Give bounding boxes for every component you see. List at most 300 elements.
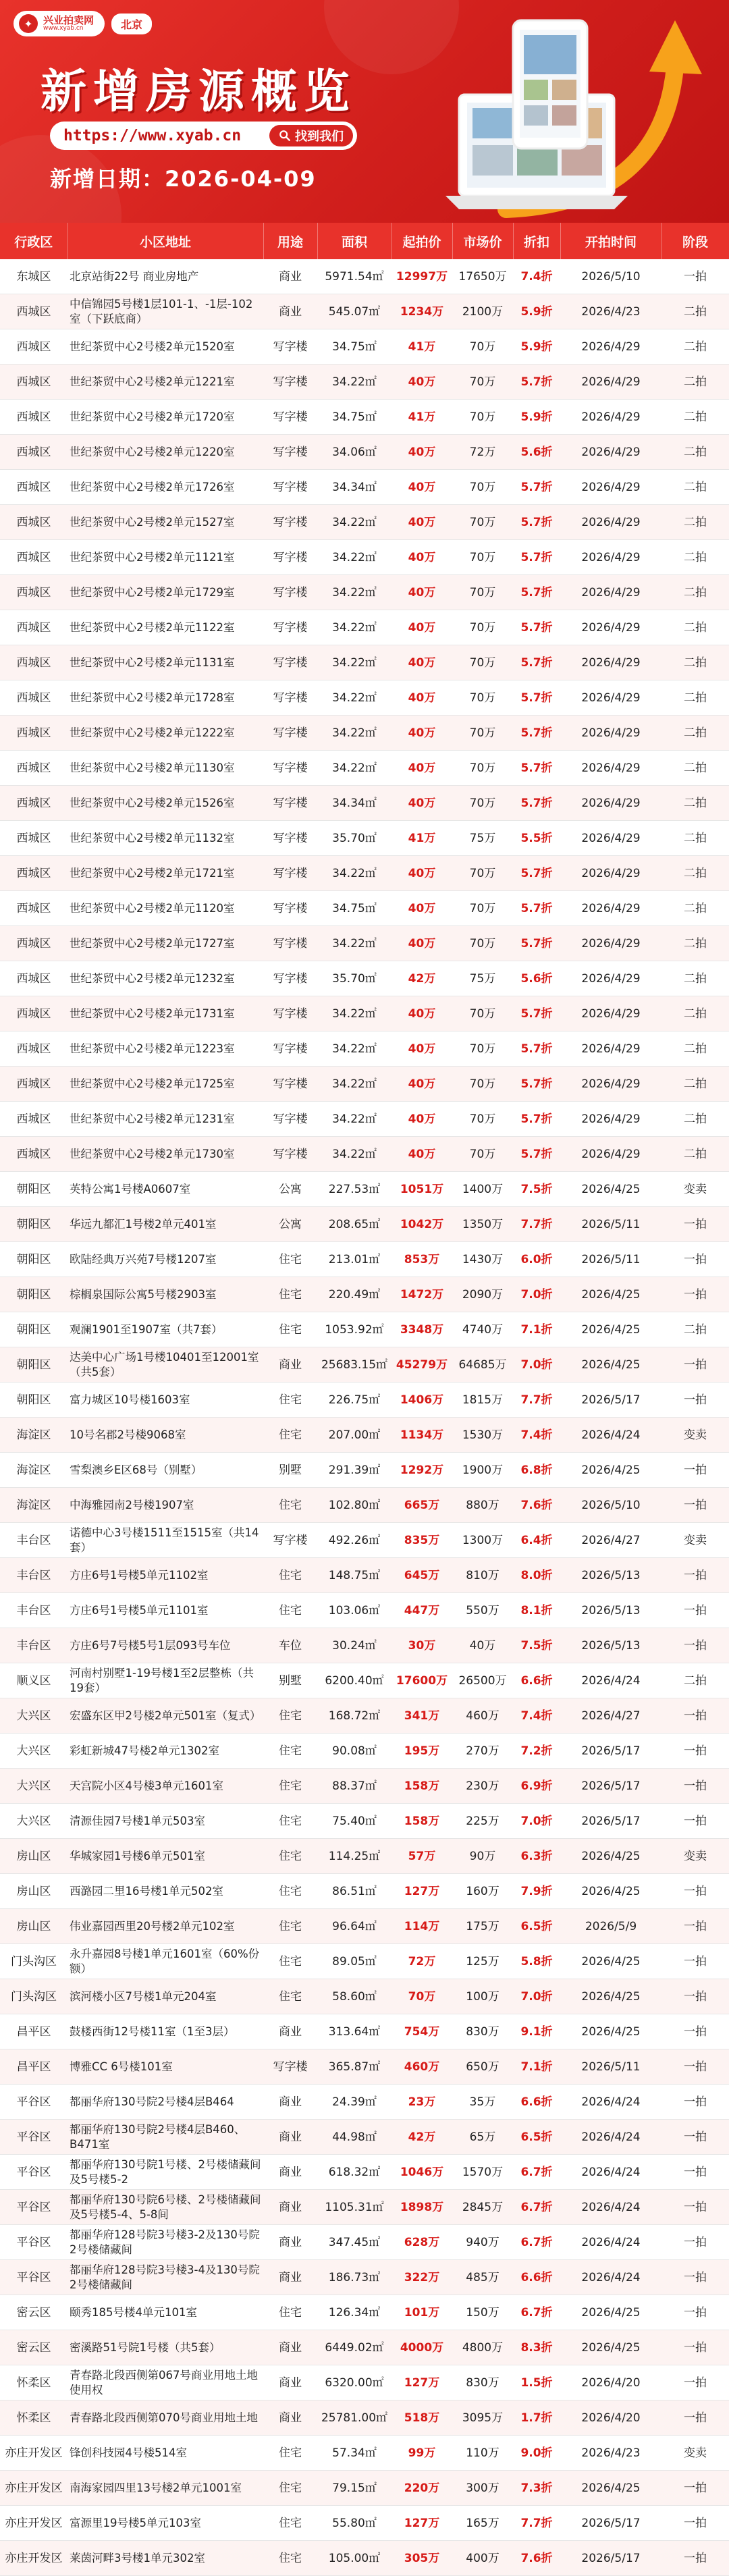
cell-auction-date: 2026/4/29: [560, 1137, 662, 1172]
cell-start-price: 72万: [392, 1944, 452, 1979]
cell-address: 密溪路51号院1号楼（共5套）: [68, 2330, 263, 2365]
cell-market-price: 1300万: [452, 1523, 513, 1558]
table-row[interactable]: [0, 1909, 729, 1944]
cell-area: 34.22㎡: [317, 575, 392, 610]
cell-area: 34.22㎡: [317, 540, 392, 575]
cell-usage: 写字楼: [263, 1067, 317, 1102]
cell-usage: 写字楼: [263, 1031, 317, 1067]
cell-address: 世纪茶贸中心2号楼2单元1221室: [68, 365, 263, 400]
cell-area: 34.22㎡: [317, 1067, 392, 1102]
cell-start-price: 23万: [392, 2085, 452, 2120]
cell-start-price: 447万: [392, 1593, 452, 1628]
cell-address: 清源佳园7号楼1单元503室: [68, 1804, 263, 1839]
cell-market-price: 35万: [452, 2085, 513, 2120]
cell-auction-date: 2026/4/25: [560, 2295, 662, 2330]
cell-market-price: 75万: [452, 961, 513, 996]
cell-usage: 住宅: [263, 1488, 317, 1523]
cell-discount: 6.6折: [513, 2260, 560, 2295]
cell-start-price: 40万: [392, 716, 452, 751]
cell-address: 世纪茶贸中心2号楼2单元1122室: [68, 610, 263, 645]
table-row[interactable]: [0, 856, 729, 891]
cell-district: 西城区: [0, 645, 68, 680]
cell-start-price: 1046万: [392, 2155, 452, 2190]
cell-area: 34.22㎡: [317, 926, 392, 961]
table-row[interactable]: [0, 1488, 729, 1523]
table-row[interactable]: [0, 2155, 729, 2190]
cell-auction-date: 2026/4/29: [560, 1067, 662, 1102]
cell-market-price: 70万: [452, 751, 513, 786]
cell-usage: 写字楼: [263, 680, 317, 716]
cell-address: 棕榈泉国际公寓5号楼2903室: [68, 1277, 263, 1312]
cell-start-price: 3348万: [392, 1312, 452, 1347]
cell-usage: 写字楼: [263, 716, 317, 751]
cell-stage: 一拍: [662, 2260, 729, 2295]
cell-market-price: 3095万: [452, 2400, 513, 2436]
cell-usage: 写字楼: [263, 1137, 317, 1172]
cell-address: 南海家园四里13号楼2单元1001室: [68, 2471, 263, 2506]
table-row[interactable]: [0, 1979, 729, 2014]
cell-area: 44.98㎡: [317, 2120, 392, 2155]
cell-address: 锋创科技园4号楼514室: [68, 2436, 263, 2471]
table-row[interactable]: [0, 821, 729, 856]
cell-market-price: 70万: [452, 680, 513, 716]
table-row[interactable]: [0, 1242, 729, 1277]
cell-usage: 写字楼: [263, 575, 317, 610]
cell-address: 西潞园二里16号楼1单元502室: [68, 1874, 263, 1909]
cell-area: 24.39㎡: [317, 2085, 392, 2120]
cell-area: 86.51㎡: [317, 1874, 392, 1909]
listing-illustration: [405, 7, 716, 223]
cell-auction-date: 2026/4/24: [560, 2190, 662, 2225]
column-header-stage: 阶段: [662, 223, 729, 259]
cell-address: 世纪茶贸中心2号楼2单元1731室: [68, 996, 263, 1031]
cell-district: 西城区: [0, 1102, 68, 1137]
brand-url: www.xyab.cn: [43, 25, 84, 32]
table-row[interactable]: [0, 1523, 729, 1558]
cell-stage: 一拍: [662, 1383, 729, 1418]
cell-market-price: 1400万: [452, 1172, 513, 1207]
table-row[interactable]: [0, 751, 729, 786]
cell-start-price: 1898万: [392, 2190, 452, 2225]
cell-stage: 一拍: [662, 2155, 729, 2190]
cell-auction-date: 2026/4/25: [560, 1944, 662, 1979]
table-row[interactable]: [0, 1453, 729, 1488]
cell-start-price: 40万: [392, 856, 452, 891]
cell-area: 6320.00㎡: [317, 2365, 392, 2400]
table-row[interactable]: [0, 1558, 729, 1593]
table-row[interactable]: [0, 1769, 729, 1804]
cell-discount: 5.5折: [513, 821, 560, 856]
cell-address: 北京站街22号 商业房地产: [68, 259, 263, 294]
table-row[interactable]: [0, 1839, 729, 1874]
table-row[interactable]: [0, 575, 729, 610]
cell-market-price: 485万: [452, 2260, 513, 2295]
cell-district: 西城区: [0, 365, 68, 400]
table-row[interactable]: [0, 1277, 729, 1312]
cell-auction-date: 2026/4/23: [560, 2436, 662, 2471]
cell-stage: 二拍: [662, 610, 729, 645]
table-row[interactable]: [0, 2400, 729, 2436]
table-row[interactable]: [0, 2120, 729, 2155]
cell-district: 朝阳区: [0, 1312, 68, 1347]
table-row[interactable]: [0, 259, 729, 294]
cell-start-price: 42万: [392, 2120, 452, 2155]
table-row[interactable]: [0, 2330, 729, 2365]
cell-area: 25683.15㎡: [317, 1347, 392, 1383]
cell-usage: 写字楼: [263, 540, 317, 575]
table-row[interactable]: [0, 1312, 729, 1347]
cell-address: 青春路北段西侧第067号商业用地土地使用权: [68, 2365, 263, 2400]
cell-market-price: 1570万: [452, 2155, 513, 2190]
cell-usage: 住宅: [263, 1944, 317, 1979]
cell-stage: 二拍: [662, 1312, 729, 1347]
cell-discount: 7.1折: [513, 1312, 560, 1347]
table-header-row: [0, 223, 729, 259]
cell-district: 大兴区: [0, 1804, 68, 1839]
cell-area: 34.22㎡: [317, 365, 392, 400]
cell-area: 6449.02㎡: [317, 2330, 392, 2365]
table-row[interactable]: [0, 540, 729, 575]
table-row[interactable]: [0, 2049, 729, 2085]
table-row[interactable]: [0, 1207, 729, 1242]
cell-start-price: 41万: [392, 821, 452, 856]
find-us-button[interactable]: [269, 125, 353, 146]
cell-market-price: 70万: [452, 540, 513, 575]
cell-discount: 5.7折: [513, 1137, 560, 1172]
cell-stage: 二拍: [662, 996, 729, 1031]
cell-district: 西城区: [0, 470, 68, 505]
table-row[interactable]: [0, 891, 729, 926]
cell-area: 34.22㎡: [317, 680, 392, 716]
cell-market-price: 70万: [452, 400, 513, 435]
cell-discount: 6.7折: [513, 2295, 560, 2330]
table-row[interactable]: [0, 2295, 729, 2330]
cell-district: 平谷区: [0, 2225, 68, 2260]
cell-start-price: 42万: [392, 961, 452, 996]
cell-area: 34.22㎡: [317, 610, 392, 645]
table-row[interactable]: [0, 294, 729, 329]
table-row[interactable]: [0, 926, 729, 961]
cell-stage: 二拍: [662, 716, 729, 751]
cell-district: 丰台区: [0, 1558, 68, 1593]
cell-auction-date: 2026/4/25: [560, 1347, 662, 1383]
table-row[interactable]: [0, 470, 729, 505]
cell-market-price: 70万: [452, 575, 513, 610]
table-row[interactable]: [0, 1734, 729, 1769]
cell-market-price: 70万: [452, 329, 513, 365]
cell-auction-date: 2026/5/11: [560, 1242, 662, 1277]
cell-address: 华远九都汇1号楼2单元401室: [68, 1207, 263, 1242]
cell-area: 213.01㎡: [317, 1242, 392, 1277]
cell-stage: 二拍: [662, 575, 729, 610]
table-row[interactable]: [0, 1347, 729, 1383]
cell-area: 34.22㎡: [317, 996, 392, 1031]
cell-start-price: 101万: [392, 2295, 452, 2330]
cell-usage: 商业: [263, 2225, 317, 2260]
cell-address: 世纪茶贸中心2号楼2单元1232室: [68, 961, 263, 996]
cell-auction-date: 2026/5/17: [560, 1769, 662, 1804]
cell-stage: 变卖: [662, 1418, 729, 1453]
cell-area: 114.25㎡: [317, 1839, 392, 1874]
cell-start-price: 57万: [392, 1839, 452, 1874]
cell-area: 34.22㎡: [317, 716, 392, 751]
cell-discount: 5.7折: [513, 610, 560, 645]
cell-start-price: 40万: [392, 1031, 452, 1067]
cell-stage: 一拍: [662, 1979, 729, 2014]
table-row[interactable]: [0, 1418, 729, 1453]
cell-start-price: 40万: [392, 1067, 452, 1102]
table-row[interactable]: [0, 2225, 729, 2260]
cell-usage: 住宅: [263, 1769, 317, 1804]
cell-area: 34.34㎡: [317, 786, 392, 821]
cell-address: 都丽华府130号院2号楼4层B460、B471室: [68, 2120, 263, 2155]
cell-usage: 写字楼: [263, 786, 317, 821]
cell-district: 西城区: [0, 961, 68, 996]
cell-district: 西城区: [0, 540, 68, 575]
cell-start-price: 17600万: [392, 1663, 452, 1698]
cell-address: 欧陆经典万兴苑7号楼1207室: [68, 1242, 263, 1277]
column-header-auction-date: 开拍时间: [560, 223, 662, 259]
cell-start-price: 1042万: [392, 1207, 452, 1242]
cell-district: 大兴区: [0, 1734, 68, 1769]
cell-stage: 变卖: [662, 1523, 729, 1558]
cell-district: 密云区: [0, 2295, 68, 2330]
cell-district: 大兴区: [0, 1769, 68, 1804]
cell-start-price: 30万: [392, 1628, 452, 1663]
cell-area: 186.73㎡: [317, 2260, 392, 2295]
cell-start-price: 70万: [392, 1979, 452, 2014]
table-row[interactable]: [0, 716, 729, 751]
site-url[interactable]: https://www.xyab.cn: [63, 127, 242, 144]
cell-market-price: 2100万: [452, 294, 513, 329]
cell-address: 华城家园1号楼6单元501室: [68, 1839, 263, 1874]
table-row[interactable]: [0, 1067, 729, 1102]
cell-stage: 二拍: [662, 1102, 729, 1137]
cell-area: 148.75㎡: [317, 1558, 392, 1593]
cell-district: 亦庄开发区: [0, 2436, 68, 2471]
table-row[interactable]: [0, 1383, 729, 1418]
table-row[interactable]: [0, 2365, 729, 2400]
cell-auction-date: 2026/4/25: [560, 1277, 662, 1312]
cell-address: 方庄6号1号楼5单元1102室: [68, 1558, 263, 1593]
cell-start-price: 1234万: [392, 294, 452, 329]
cell-usage: 写字楼: [263, 365, 317, 400]
cell-auction-date: 2026/4/20: [560, 2400, 662, 2436]
cell-district: 西城区: [0, 751, 68, 786]
cell-usage: 住宅: [263, 1558, 317, 1593]
cell-district: 海淀区: [0, 1453, 68, 1488]
cell-start-price: 1051万: [392, 1172, 452, 1207]
table-row[interactable]: [0, 2085, 729, 2120]
cell-market-price: 650万: [452, 2049, 513, 2085]
table-row[interactable]: [0, 1593, 729, 1628]
cell-address: 天宫院小区4号楼3单元1601室: [68, 1769, 263, 1804]
cell-usage: 商业: [263, 2085, 317, 2120]
cell-usage: 别墅: [263, 1663, 317, 1698]
cell-district: 东城区: [0, 259, 68, 294]
cell-auction-date: 2026/4/24: [560, 2085, 662, 2120]
cell-market-price: 880万: [452, 1488, 513, 1523]
cell-auction-date: 2026/4/29: [560, 751, 662, 786]
cell-usage: 公寓: [263, 1207, 317, 1242]
cell-area: 34.22㎡: [317, 1031, 392, 1067]
cell-market-price: 64685万: [452, 1347, 513, 1383]
cell-stage: 一拍: [662, 2085, 729, 2120]
cell-auction-date: 2026/4/29: [560, 505, 662, 540]
table-row[interactable]: [0, 435, 729, 470]
table-row[interactable]: [0, 2471, 729, 2506]
cell-district: 平谷区: [0, 2085, 68, 2120]
cell-usage: 住宅: [263, 1874, 317, 1909]
cell-district: 朝阳区: [0, 1347, 68, 1383]
cell-discount: 6.7折: [513, 2155, 560, 2190]
cell-auction-date: 2026/5/10: [560, 259, 662, 294]
cell-district: 海淀区: [0, 1418, 68, 1453]
cell-stage: 一拍: [662, 1558, 729, 1593]
cell-address: 富源里19号楼5单元103室: [68, 2506, 263, 2541]
table-row[interactable]: [0, 1137, 729, 1172]
cell-auction-date: 2026/4/29: [560, 435, 662, 470]
cell-discount: 7.5折: [513, 1628, 560, 1663]
table-row[interactable]: [0, 961, 729, 996]
cell-usage: 写字楼: [263, 856, 317, 891]
cell-market-price: 70万: [452, 1102, 513, 1137]
cell-market-price: 810万: [452, 1558, 513, 1593]
cell-auction-date: 2026/5/13: [560, 1628, 662, 1663]
cell-stage: 变卖: [662, 1172, 729, 1207]
cell-district: 平谷区: [0, 2190, 68, 2225]
table-row[interactable]: [0, 365, 729, 400]
cell-discount: 5.7折: [513, 645, 560, 680]
cell-area: 545.07㎡: [317, 294, 392, 329]
cell-usage: 写字楼: [263, 329, 317, 365]
cell-stage: 二拍: [662, 926, 729, 961]
cell-market-price: 70万: [452, 996, 513, 1031]
table-row[interactable]: [0, 680, 729, 716]
table-row[interactable]: [0, 2541, 729, 2576]
cell-market-price: 4800万: [452, 2330, 513, 2365]
cell-usage: 住宅: [263, 1383, 317, 1418]
cell-address: 都丽华府128号院3号楼3-4及130号院2号楼储藏间: [68, 2260, 263, 2295]
table-row[interactable]: [0, 1628, 729, 1663]
table-row[interactable]: [0, 2190, 729, 2225]
cell-market-price: 165万: [452, 2506, 513, 2541]
table-row[interactable]: [0, 329, 729, 365]
cell-market-price: 70万: [452, 891, 513, 926]
table-row[interactable]: [0, 2260, 729, 2295]
cell-stage: 变卖: [662, 1839, 729, 1874]
cell-discount: 7.5折: [513, 1172, 560, 1207]
cell-discount: 8.3折: [513, 2330, 560, 2365]
cell-district: 大兴区: [0, 1698, 68, 1734]
cell-usage: 商业: [263, 1347, 317, 1383]
cell-address: 世纪茶贸中心2号楼2单元1131室: [68, 645, 263, 680]
cell-auction-date: 2026/5/10: [560, 1488, 662, 1523]
cell-usage: 写字楼: [263, 610, 317, 645]
table-row[interactable]: [0, 2436, 729, 2471]
url-bar[interactable]: [50, 122, 357, 150]
table-row[interactable]: [0, 1102, 729, 1137]
cell-discount: 6.7折: [513, 2225, 560, 2260]
cell-district: 亦庄开发区: [0, 2506, 68, 2541]
table-row[interactable]: [0, 996, 729, 1031]
cell-stage: 一拍: [662, 1488, 729, 1523]
cell-usage: 住宅: [263, 1698, 317, 1734]
cell-area: 34.22㎡: [317, 1102, 392, 1137]
cell-address: 世纪茶贸中心2号楼2单元1121室: [68, 540, 263, 575]
table-row[interactable]: [0, 2014, 729, 2049]
cell-usage: 写字楼: [263, 1523, 317, 1558]
cell-auction-date: 2026/4/25: [560, 1874, 662, 1909]
table-row[interactable]: [0, 400, 729, 435]
cell-usage: 写字楼: [263, 961, 317, 996]
cell-address: 世纪茶贸中心2号楼2单元1231室: [68, 1102, 263, 1137]
cell-area: 220.49㎡: [317, 1277, 392, 1312]
cell-auction-date: 2026/4/29: [560, 961, 662, 996]
table-row[interactable]: [0, 645, 729, 680]
table-row[interactable]: [0, 1172, 729, 1207]
cell-district: 西城区: [0, 505, 68, 540]
cell-address: 滨河楼小区7号楼1单元204室: [68, 1979, 263, 2014]
cell-discount: 6.6折: [513, 2085, 560, 2120]
cell-stage: 一拍: [662, 2120, 729, 2155]
column-header-district: 行政区: [0, 223, 68, 259]
table-row[interactable]: [0, 1031, 729, 1067]
cell-usage: 住宅: [263, 1418, 317, 1453]
city-tag[interactable]: 北京: [111, 14, 152, 34]
cell-stage: 一拍: [662, 2014, 729, 2049]
cell-district: 朝阳区: [0, 1383, 68, 1418]
cell-auction-date: 2026/5/11: [560, 2049, 662, 2085]
cell-address: 中信锦园5号楼1层101-1、-1层-102室（下跃底商）: [68, 294, 263, 329]
listings-table: [0, 223, 729, 2576]
cell-address: 观澜1901至1907室（共7套）: [68, 1312, 263, 1347]
cell-area: 25781.00㎡: [317, 2400, 392, 2436]
table-row[interactable]: [0, 610, 729, 645]
table-row[interactable]: [0, 1698, 729, 1734]
cell-start-price: 40万: [392, 365, 452, 400]
cell-usage: 写字楼: [263, 1102, 317, 1137]
table-row[interactable]: [0, 1944, 729, 1979]
cell-market-price: 1430万: [452, 1242, 513, 1277]
cell-market-price: 550万: [452, 1593, 513, 1628]
table-row[interactable]: [0, 505, 729, 540]
brand-logo[interactable]: [14, 11, 105, 36]
column-header-area: 面积: [317, 223, 392, 259]
cell-district: 房山区: [0, 1839, 68, 1874]
cell-start-price: 322万: [392, 2260, 452, 2295]
cell-discount: 6.3折: [513, 1839, 560, 1874]
cell-auction-date: 2026/4/29: [560, 1102, 662, 1137]
cell-market-price: 1815万: [452, 1383, 513, 1418]
cell-market-price: 830万: [452, 2014, 513, 2049]
table-row[interactable]: [0, 1663, 729, 1698]
table-row[interactable]: [0, 1804, 729, 1839]
cell-auction-date: 2026/4/27: [560, 1698, 662, 1734]
cell-address: 世纪茶贸中心2号楼2单元1730室: [68, 1137, 263, 1172]
cell-area: 35.70㎡: [317, 821, 392, 856]
cell-market-price: 175万: [452, 1909, 513, 1944]
table-row[interactable]: [0, 786, 729, 821]
cell-address: 世纪茶贸中心2号楼2单元1726室: [68, 470, 263, 505]
table-row[interactable]: [0, 1874, 729, 1909]
cell-stage: 一拍: [662, 1698, 729, 1734]
brand: [14, 11, 152, 36]
cell-address: 世纪茶贸中心2号楼2单元1728室: [68, 680, 263, 716]
cell-area: 90.08㎡: [317, 1734, 392, 1769]
cell-address: 世纪茶贸中心2号楼2单元1729室: [68, 575, 263, 610]
cell-discount: 5.9折: [513, 400, 560, 435]
